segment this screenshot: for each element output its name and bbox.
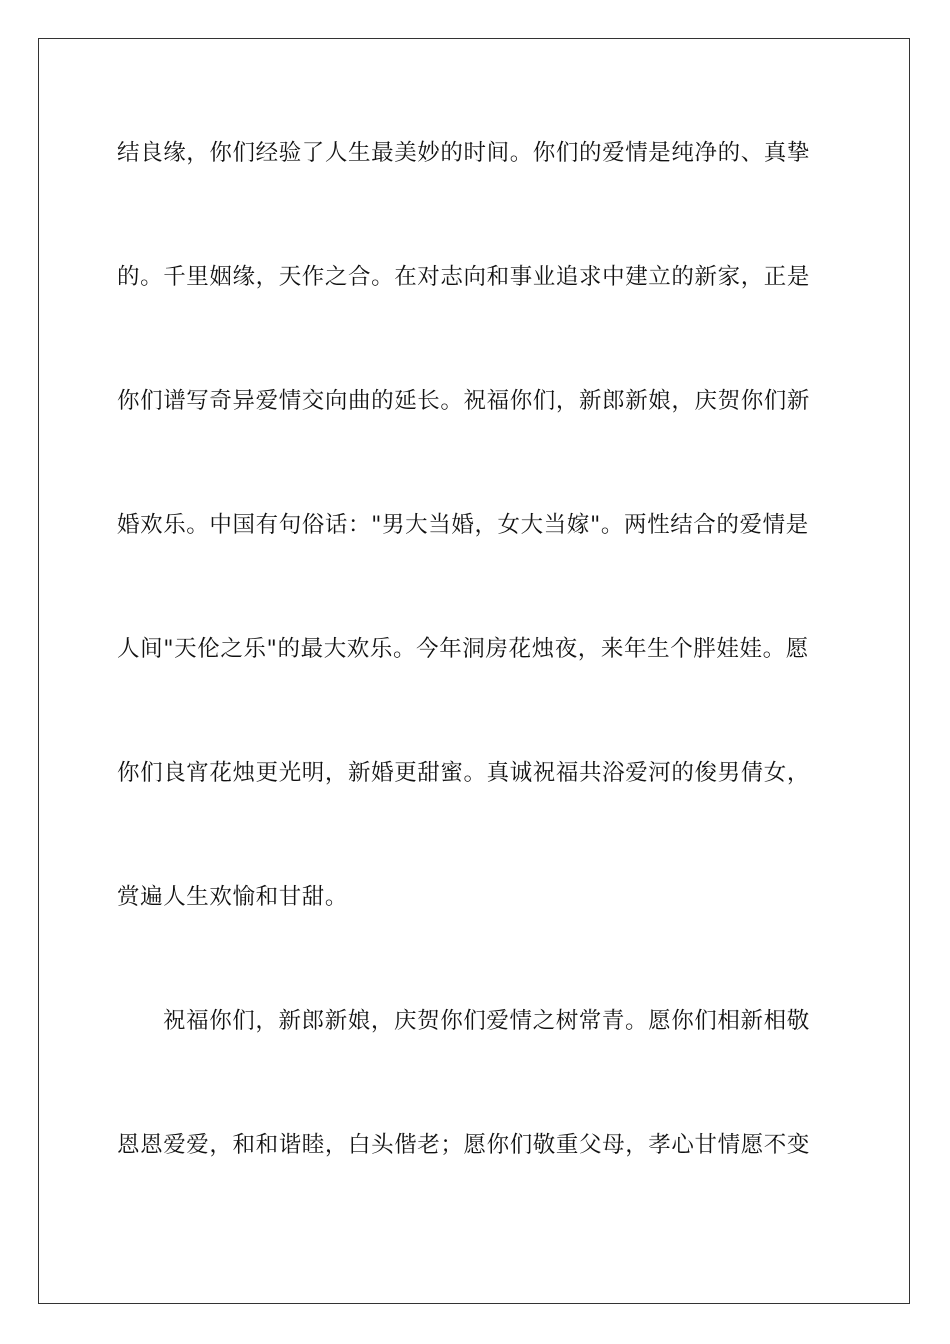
text-line: 人间"天伦之乐"的最大欢乐。今年洞房花烛夜，来年生个胖娃娃。愿	[117, 636, 809, 662]
page-border	[38, 38, 910, 1304]
paragraph-first-line: 祝福你们，新郎新娘，庆贺你们爱情之树常青。愿你们相新相敬	[163, 1008, 810, 1034]
text-line: 赏遍人生欢愉和甘甜。	[117, 884, 349, 910]
text-line: 你们良宵花烛更光明，新婚更甜蜜。真诚祝福共浴爱河的俊男倩女，	[117, 760, 811, 786]
text-line: 的。千里姻缘，天作之合。在对志向和事业追求中建立的新家，正是	[117, 264, 811, 290]
text-line: 结良缘，你们经验了人生最美妙的时间。你们的爱情是纯净的、真挚	[117, 140, 811, 166]
text-line: 恩恩爱爱，和和谐睦，白头偕老；愿你们敬重父母，孝心甘情愿不变	[117, 1132, 811, 1158]
text-line: 婚欢乐。中国有句俗话："男大当婚，女大当嫁"。两性结合的爱情是	[117, 512, 809, 538]
text-line: 你们谱写奇异爱情交向曲的延长。祝福你们，新郎新娘，庆贺你们新	[117, 388, 811, 414]
